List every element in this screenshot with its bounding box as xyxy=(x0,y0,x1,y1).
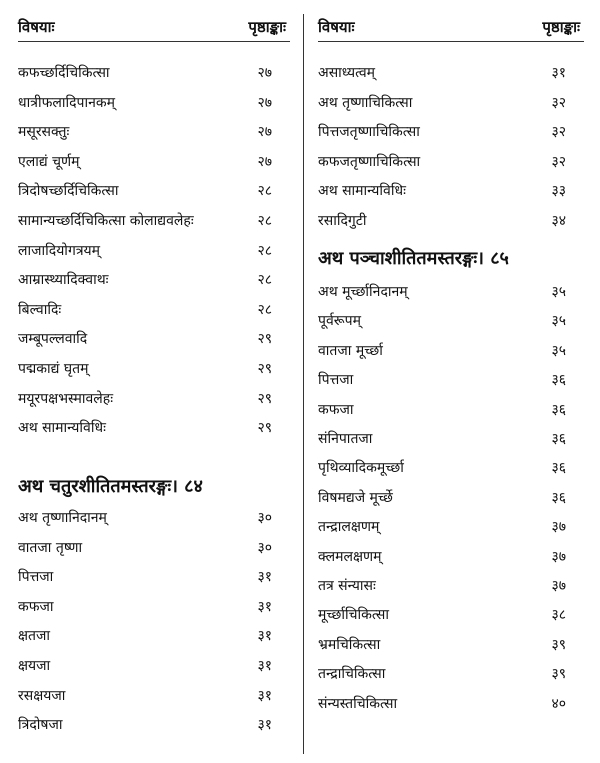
entry-page-number: २८ xyxy=(257,301,272,318)
entry-title: बिल्वादिः xyxy=(18,301,62,318)
entry-title: कफजतृष्णाचिकित्सा xyxy=(318,153,421,170)
subject-heading: विषयाः xyxy=(18,18,55,36)
toc-entry xyxy=(18,655,290,677)
left-column-header xyxy=(18,17,290,39)
entry-page-number: ३६ xyxy=(551,460,566,477)
toc-entry xyxy=(318,62,584,84)
toc-entry xyxy=(18,417,290,439)
entry-page-number: २८ xyxy=(257,272,272,289)
entry-page-number: २९ xyxy=(257,420,272,437)
entry-page-number: ३२ xyxy=(551,124,566,141)
entry-page-number: २७ xyxy=(257,124,272,141)
entry-title: अथ सामान्यविधिः xyxy=(18,420,106,437)
subject-heading: विषयाः xyxy=(318,18,355,36)
entry-page-number: २८ xyxy=(257,242,272,259)
entry-title: रसादिगुटी xyxy=(318,213,367,229)
entry-title: अथ तृष्णाचिकित्सा xyxy=(318,94,413,111)
toc-entry xyxy=(318,487,584,509)
entry-title: संन्यस्तचिकित्सा xyxy=(318,695,398,712)
entry-page-number: ३७ xyxy=(551,548,566,565)
entry-page-number: २७ xyxy=(257,65,272,81)
entry-title: रसक्षयजा xyxy=(18,687,66,704)
toc-entry xyxy=(318,210,584,232)
toc-entry xyxy=(318,180,584,202)
toc-entry xyxy=(18,180,290,202)
entry-page-number: ३९ xyxy=(551,636,566,653)
toc-entry xyxy=(318,546,584,568)
toc-entry xyxy=(18,537,290,559)
entry-page-number: ३५ xyxy=(551,284,566,300)
entry-title: भ्रमचिकित्सा xyxy=(318,636,381,653)
entry-page-number: ३२ xyxy=(551,94,566,111)
entry-page-number: ३१ xyxy=(257,598,272,615)
entry-title: कफजा xyxy=(318,401,354,418)
toc-entry xyxy=(318,604,584,626)
entry-title: मूर्च्छाचिकित्सा xyxy=(318,607,389,624)
entry-page-number: २८ xyxy=(257,213,272,229)
entry-page-number: ३९ xyxy=(551,666,566,683)
entry-title: क्लमलक्षणम् xyxy=(318,548,382,565)
toc-entry xyxy=(18,566,290,588)
toc-entry xyxy=(18,62,290,84)
entry-title: आम्रास्थ्यादिक्वाथः xyxy=(18,272,109,289)
entry-title: एलाद्यं चूर्णम् xyxy=(18,153,80,170)
toc-entry xyxy=(318,428,584,450)
entry-page-number: २७ xyxy=(257,94,272,111)
toc-entry xyxy=(318,340,584,362)
toc-entry xyxy=(18,388,290,410)
entry-page-number: ३२ xyxy=(551,153,566,170)
toc-entry xyxy=(18,714,290,736)
entry-page-number: २९ xyxy=(257,331,272,348)
entry-title: पित्तजतृष्णाचिकित्सा xyxy=(318,124,420,141)
entry-title: असाध्यत्वम् xyxy=(318,65,376,81)
entry-page-number: २९ xyxy=(257,361,272,377)
toc-entry xyxy=(18,269,290,291)
entry-title: पृथिव्यादिकमूर्च्छा xyxy=(318,460,404,477)
entry-page-number: ४० xyxy=(551,695,566,712)
toc-entry xyxy=(18,625,290,647)
entry-title: पूर्वरूपम् xyxy=(318,313,361,330)
entry-page-number: २८ xyxy=(257,183,272,200)
toc-entry xyxy=(318,369,584,391)
entry-page-number: ३६ xyxy=(551,431,566,447)
entry-title: कफजा xyxy=(18,598,54,615)
toc-entry xyxy=(18,299,290,321)
header-rule xyxy=(318,41,584,42)
entry-title: अथ तृष्णानिदानम् xyxy=(18,510,107,526)
entry-page-number: ३६ xyxy=(551,372,566,389)
page-heading: पृष्ठाङ्काः xyxy=(248,18,286,36)
entry-title: धात्रीफलादिपानकम् xyxy=(18,94,116,111)
entry-page-number: ३१ xyxy=(551,65,566,81)
entry-page-number: ३१ xyxy=(257,687,272,704)
entry-title: तन्द्राचिकित्सा xyxy=(318,666,386,683)
entry-title: क्षतजा xyxy=(18,628,51,645)
entry-title: कफच्छर्दिचिकित्सा xyxy=(18,65,110,81)
entry-title: क्षयजा xyxy=(18,658,51,674)
right-column-header xyxy=(318,17,584,39)
column-divider xyxy=(303,14,304,754)
entry-page-number: ३५ xyxy=(551,342,566,359)
entry-page-number: ३१ xyxy=(257,658,272,674)
toc-entry xyxy=(18,596,290,618)
entry-page-number: ३१ xyxy=(257,717,272,734)
toc-entry xyxy=(318,693,584,715)
entry-title: पद्मकाद्यं घृतम् xyxy=(18,361,89,377)
entry-page-number: ३७ xyxy=(551,578,566,594)
toc-entry xyxy=(318,151,584,173)
entry-title: मयूरपक्षभस्मावलेहः xyxy=(18,390,114,407)
toc-entry xyxy=(18,92,290,114)
toc-entry xyxy=(318,575,584,597)
entry-title: पित्तजा xyxy=(318,372,354,389)
entry-page-number: ३५ xyxy=(551,313,566,330)
toc-entry xyxy=(18,240,290,262)
entry-title: लाजादियोगत्रयम् xyxy=(18,242,101,259)
toc-entry xyxy=(18,121,290,143)
toc-entry xyxy=(318,281,584,303)
header-rule xyxy=(18,41,290,42)
entry-title: अथ मूर्च्छानिदानम् xyxy=(318,284,408,300)
toc-entry xyxy=(18,151,290,173)
entry-page-number: ३४ xyxy=(551,213,566,229)
entry-page-number: ३६ xyxy=(551,401,566,418)
toc-entry xyxy=(18,507,290,529)
entry-page-number: ३१ xyxy=(257,628,272,645)
toc-entry xyxy=(318,457,584,479)
page-heading: पृष्ठाङ्काः xyxy=(542,18,580,36)
entry-title: विषमद्यजे मूर्च्छे xyxy=(318,489,393,506)
entry-title: त्रिदोषच्छर्दिचिकित्सा xyxy=(18,183,119,200)
entry-title: सामान्यच्छर्दिचिकित्सा कोलाद्यवलेहः xyxy=(18,213,194,229)
toc-entry xyxy=(318,310,584,332)
entry-title: तन्द्रालक्षणम् xyxy=(318,519,380,536)
toc-entry xyxy=(318,399,584,421)
toc-entry xyxy=(318,92,584,114)
entry-page-number: ३८ xyxy=(551,607,566,624)
entry-page-number: ३० xyxy=(257,539,272,556)
toc-entry xyxy=(318,121,584,143)
entry-title: वातजा तृष्णा xyxy=(18,539,83,556)
entry-title: त्रिदोषजा xyxy=(18,717,63,734)
toc-entry xyxy=(318,663,584,685)
toc-entry xyxy=(318,634,584,656)
toc-entry xyxy=(18,210,290,232)
toc-entry xyxy=(18,685,290,707)
toc-entry xyxy=(18,358,290,380)
section-heading-84: अथ चतुरशीतितमस्तरङ्गः। ८४ xyxy=(18,476,203,497)
entry-page-number: ३७ xyxy=(551,519,566,536)
entry-page-number: ३० xyxy=(257,510,272,526)
entry-page-number: ३१ xyxy=(257,569,272,586)
entry-title: संनिपातजा xyxy=(318,431,373,447)
entry-title: मसूरसक्तुः xyxy=(18,124,70,141)
entry-title: अथ सामान्यविधिः xyxy=(318,183,406,200)
entry-title: जम्बूपल्लवादि xyxy=(18,331,88,348)
toc-entry xyxy=(318,516,584,538)
entry-page-number: ३३ xyxy=(551,183,566,200)
entry-title: वातजा मूर्च्छा xyxy=(318,342,383,359)
entry-title: तत्र संन्यासः xyxy=(318,578,376,594)
entry-page-number: २९ xyxy=(257,390,272,407)
entry-title: पित्तजा xyxy=(18,569,54,586)
section-heading-85: अथ पञ्चाशीतितमस्तरङ्गः। ८५ xyxy=(318,248,509,269)
entry-page-number: ३६ xyxy=(551,489,566,506)
toc-entry xyxy=(18,328,290,350)
entry-page-number: २७ xyxy=(257,153,272,170)
